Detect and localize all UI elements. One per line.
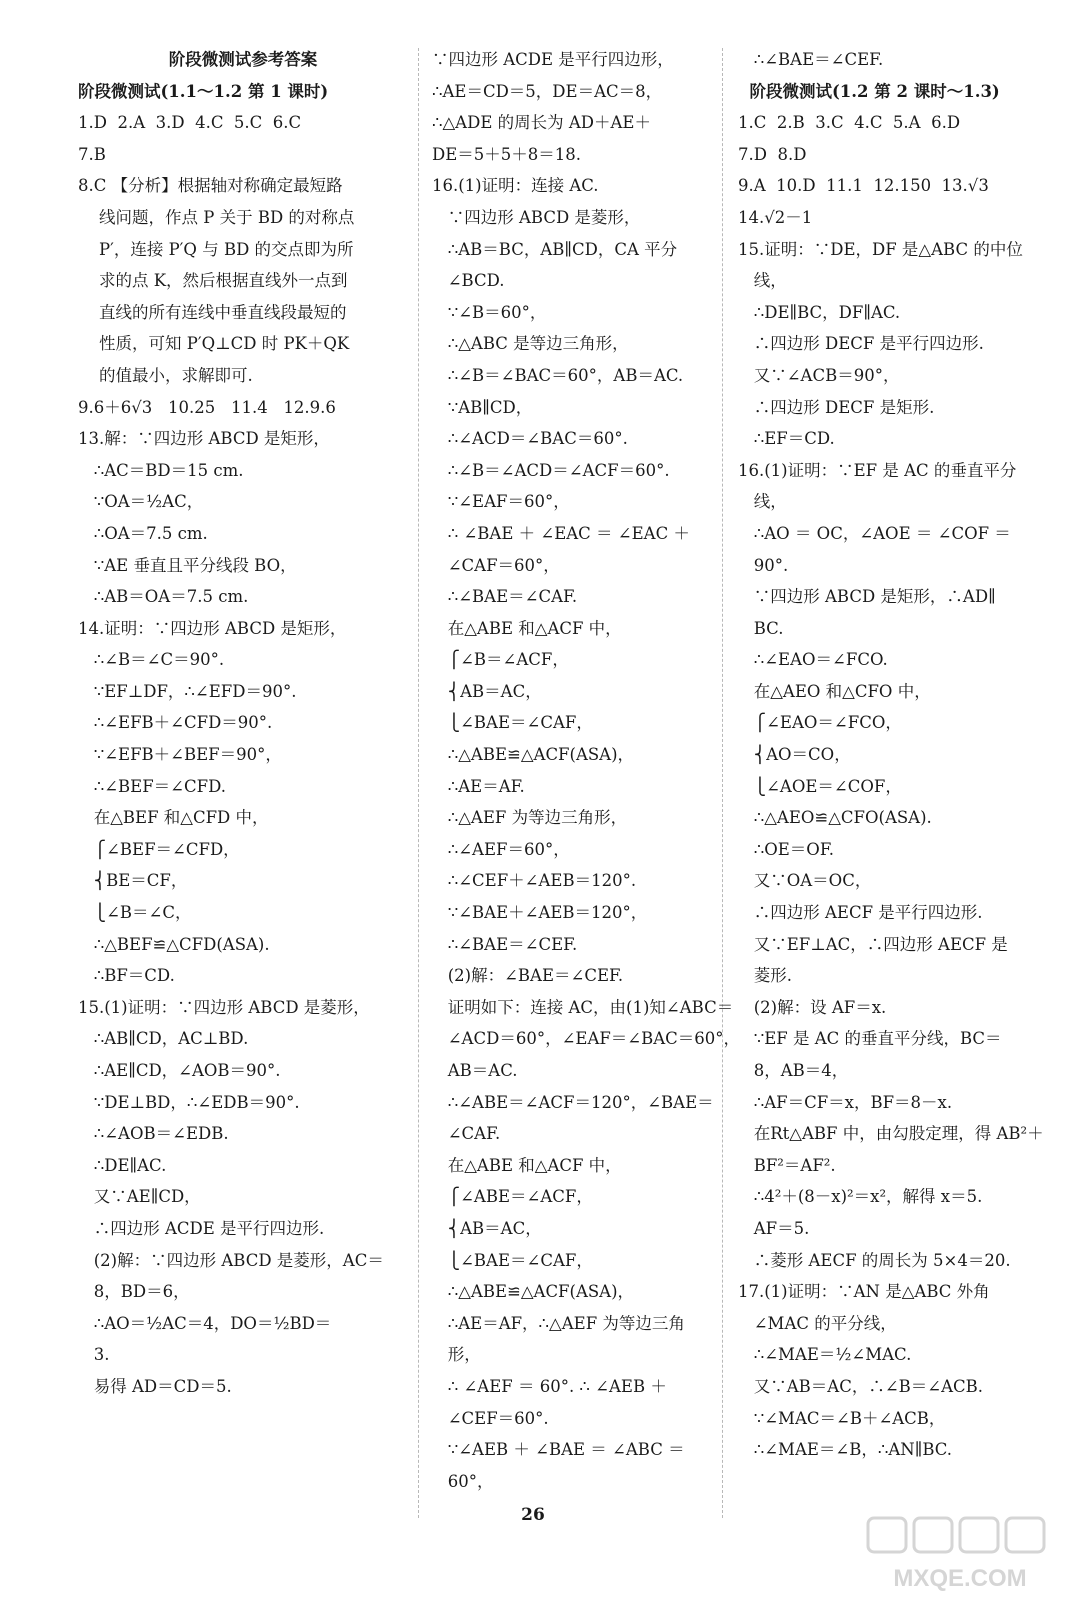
answer-line: 8，AB＝4， xyxy=(738,1061,849,1080)
answer-line: ∴AB＝BC，AB∥CD，CA 平分 xyxy=(432,239,678,259)
answer-line: ∵EF⊥DF，∴∠EFD＝90°. xyxy=(78,681,297,701)
answer-line: (2)解：∠BAE＝∠CEF. xyxy=(432,966,624,986)
answer-line: ∴△AEF 为等边三角形， xyxy=(432,808,628,828)
section-heading: 阶段微测试(1.1～1.2 第 1 课时) xyxy=(78,81,329,101)
answer-line: ∴∠EAO＝∠FCO. xyxy=(738,650,888,670)
answer-line: BC. xyxy=(738,618,784,638)
answer-line: ∠ACD＝60°，∠EAF＝∠BAC＝60°， xyxy=(432,1029,741,1049)
answer-line: ∴4²＋(8－x)²＝x²，解得 x＝5. xyxy=(738,1187,983,1207)
column-1 xyxy=(78,44,408,1403)
answer-line: 16.(1)证明：∵EF 是 AC 的垂直平分 xyxy=(738,460,1017,480)
answer-line: 又∵EF⊥AC，∴四边形 AECF 是 xyxy=(738,934,1008,954)
answer-line: 又∵AE∥CD， xyxy=(78,1187,201,1207)
answer-line: ∵∠MAC＝∠B＋∠ACB， xyxy=(738,1408,946,1428)
answer-line: BF²＝AF². xyxy=(738,1155,836,1175)
answer-line: 在Rt△ABF 中，由勾股定理，得 AB²＋ xyxy=(738,1124,1044,1144)
answer-line: 15.证明：∵DE，DF 是△ABC 的中位 xyxy=(738,239,1023,259)
answer-line: 在△ABE 和△ACF 中， xyxy=(432,1155,622,1175)
section-heading: 阶段微测试(1.2 第 2 课时～1.3) xyxy=(738,81,1000,101)
answer-line: ⎨BE＝CF， xyxy=(78,871,188,891)
answer-line: ∴∠MAE＝½∠MAC. xyxy=(738,1345,912,1365)
answer-line: ∵DE⊥BD，∴∠EDB＝90°. xyxy=(78,1092,300,1112)
answer-line: ⎨AB＝AC， xyxy=(432,1218,542,1238)
answer-line: 菱形. xyxy=(738,966,792,986)
answer-line: ∵∠B＝60°， xyxy=(432,302,547,322)
answer-line: ∵∠EFB＋∠BEF＝90°， xyxy=(78,745,282,765)
answer-line: ∴AC＝BD＝15 cm. xyxy=(78,460,244,480)
answer-line: ∴AE∥CD，∠AOB＝90°. xyxy=(78,1061,281,1080)
answer-line: 线问题，作点 P 关于 BD 的对称点 xyxy=(78,207,355,227)
answer-line: ∠CAF. xyxy=(432,1124,501,1144)
answer-line: ∠CAF＝60°， xyxy=(432,555,560,575)
answer-line: ∵∠AEB ＋ ∠BAE ＝ ∠ABC ＝ xyxy=(432,1440,685,1460)
answer-line: 证明如下：连接 AC，由(1)知∠ABC＝ xyxy=(432,997,734,1017)
answer-line: 求的点 K，然后根据直线外一点到 xyxy=(78,271,348,291)
answer-line: ∴AE＝AF. xyxy=(432,776,525,796)
answer-line: 8.C 【分析】根据轴对称确定最短路 xyxy=(78,176,343,196)
answer-line: 15.(1)证明：∵四边形 ABCD 是菱形， xyxy=(78,997,370,1017)
answer-line: 形， xyxy=(432,1345,481,1365)
answer-line: ∵四边形 ACDE 是平行四边形， xyxy=(432,50,674,69)
answer-line: ∴ ∠BAE ＋ ∠EAC ＝ ∠EAC ＋ xyxy=(432,523,690,543)
answer-line: ∴∠BAE＝∠CEF. xyxy=(738,50,884,69)
answer-line: ∴AE＝AF，∴△AEF 为等边三角 xyxy=(432,1313,685,1333)
answer-line: ∵四边形 ABCD 是矩形，∴AD∥ xyxy=(738,587,996,607)
answer-line: ∵AB∥CD， xyxy=(432,397,533,417)
column-3 xyxy=(738,44,1058,1466)
answer-line: ⎩∠AOE＝∠COF， xyxy=(738,776,902,796)
answer-line: ∵∠BAE＋∠AEB＝120°， xyxy=(432,903,648,923)
answer-line: ∴∠BAE＝∠CEF. xyxy=(432,934,578,954)
answer-line: ∴AB∥CD，AC⊥BD. xyxy=(78,1029,249,1049)
answer-line: 线， xyxy=(738,492,787,512)
answer-line: ⎨AB＝AC， xyxy=(432,681,542,701)
answer-line: ∴BF＝CD. xyxy=(78,966,175,986)
answer-line: ∴OA＝7.5 cm. xyxy=(78,523,208,543)
answer-line: 14.证明：∵四边形 ABCD 是矩形， xyxy=(78,618,347,638)
answer-line: ∠BCD. xyxy=(432,271,505,291)
answer-line: ⎧∠EAO＝∠FCO， xyxy=(738,713,902,733)
answer-line: 13.解：∵四边形 ABCD 是矩形， xyxy=(78,429,330,449)
answer-line: 17.(1)证明：∵AN 是△ABC 外角 xyxy=(738,1282,990,1302)
answer-line: 9.A 10.D 11.1 12.150 13.√3 xyxy=(738,176,989,196)
answer-line: ∴△BEF≌△CFD(ASA). xyxy=(78,934,270,954)
answer-line: 线， xyxy=(738,271,787,291)
answer-line: ∴菱形 AECF 的周长为 5×4＝20. xyxy=(738,1250,1011,1270)
answer-line: ∴∠B＝∠C＝90°. xyxy=(78,650,225,670)
answer-line: ∴AB＝OA＝7.5 cm. xyxy=(78,587,249,607)
answer-line: ∴四边形 DECF 是平行四边形. xyxy=(738,334,984,354)
answer-line: ∴∠BAE＝∠CAF. xyxy=(432,587,578,607)
answer-line: 9.6＋6√3 10.25 11.4 12.9.6 xyxy=(78,397,336,417)
answer-line: ∴∠BEF＝∠CFD. xyxy=(78,776,226,796)
column-divider xyxy=(418,48,419,1518)
answer-line: ∵四边形 ABCD 是菱形， xyxy=(432,207,641,227)
answer-line: ∴AO ＝ OC，∠AOE ＝ ∠COF ＝ xyxy=(738,523,1011,543)
answer-line: ∴ ∠AEF ＝ 60°. ∴ ∠AEB ＋ xyxy=(432,1376,667,1396)
answer-line: ∴∠ABE＝∠ACF＝120°，∠BAE＝ xyxy=(432,1092,714,1112)
answer-line: ∴△ADE 的周长为 AD＋AE＋ xyxy=(432,113,651,133)
answer-line: ⎩∠BAE＝∠CAF， xyxy=(432,713,593,733)
answer-line: 在△BEF 和△CFD 中， xyxy=(78,808,269,828)
answer-line: ∴∠CEF＋∠AEB＝120°. xyxy=(432,871,637,891)
answer-site-logo-icon xyxy=(862,1512,1058,1594)
answer-line: 90°. xyxy=(738,555,789,575)
answer-line: ∴四边形 AECF 是平行四边形. xyxy=(738,903,983,923)
answer-line: 又∵∠ACB＝90°， xyxy=(738,365,900,385)
answer-line: AB＝AC. xyxy=(432,1061,518,1080)
answer-line: ∴∠EFB＋∠CFD＝90°. xyxy=(78,713,273,733)
answer-line: ∴AE＝CD＝5，DE＝AC＝8， xyxy=(432,81,663,101)
answer-line: 16.(1)证明：连接 AC. xyxy=(432,176,599,196)
answer-line: 7.B xyxy=(78,144,106,164)
answer-line: 的值最小，求解即可. xyxy=(78,365,253,385)
answer-line: ∴△AEO≌△CFO(ASA). xyxy=(738,808,932,828)
answer-line: 1.C 2.B 3.C 4.C 5.A 6.D xyxy=(738,113,961,133)
answer-line: 又∵AB＝AC，∴∠B＝∠ACB. xyxy=(738,1376,984,1396)
answer-line: ∴∠B＝∠BAC＝60°，AB＝AC. xyxy=(432,365,684,385)
answer-line: ∴∠MAE＝∠B，∴AN∥BC. xyxy=(738,1440,953,1460)
answer-line: ∴∠AEF＝60°， xyxy=(432,839,570,859)
answer-line: AF＝5. xyxy=(738,1218,810,1238)
answer-line: ⎧∠ABE＝∠ACF， xyxy=(432,1187,593,1207)
answer-line: ∴△ABE≌△ACF(ASA)， xyxy=(432,745,635,765)
column-2 xyxy=(432,44,741,1497)
answer-line: 14.√2－1 xyxy=(738,207,813,227)
answer-line: ∴OE＝OF. xyxy=(738,839,834,859)
answer-line: ∵EF 是 AC 的垂直平分线，BC＝ xyxy=(738,1029,1002,1049)
answer-line: 7.D 8.D xyxy=(738,144,807,164)
answer-line: ∴DE∥BC，DF∥AC. xyxy=(738,302,901,322)
answer-line: ⎩∠BAE＝∠CAF， xyxy=(432,1250,593,1270)
watermark-text: MXQE.COM xyxy=(893,1565,1027,1592)
answer-line: ∴EF＝CD. xyxy=(738,429,835,449)
answer-line: ⎨AO＝CO， xyxy=(738,745,851,765)
answer-line: ∠CEF＝60°. xyxy=(432,1408,549,1428)
answer-line: ∴∠B＝∠ACD＝∠ACF＝60°. xyxy=(432,460,670,480)
answer-line: 3. xyxy=(78,1345,110,1365)
answer-line: ∴DE∥AC. xyxy=(78,1155,167,1175)
answer-line: 直线的所有连线中垂直线段最短的 xyxy=(78,302,347,322)
section-title: 阶段微测试参考答案 xyxy=(168,50,318,69)
answer-line: DE＝5＋5＋8＝18. xyxy=(432,144,582,164)
answer-line: ∴∠ACD＝∠BAC＝60°. xyxy=(432,429,628,449)
answer-line: ∴△ABC 是等边三角形， xyxy=(432,334,629,354)
answer-line: ∵∠EAF＝60°， xyxy=(432,492,570,512)
answer-line: ∵AE 垂直且平分线段 BO， xyxy=(78,555,297,575)
answer-line: ∴四边形 ACDE 是平行四边形. xyxy=(78,1218,325,1238)
answer-line: 在△AEO 和△CFO 中， xyxy=(738,681,931,701)
answer-line: ∠MAC 的平分线， xyxy=(738,1313,897,1333)
answer-line: (2)解：∵四边形 ABCD 是菱形，AC＝ xyxy=(78,1250,384,1270)
answer-line: ∴AF＝CF＝x，BF＝8－x. xyxy=(738,1092,953,1112)
answer-line: 易得 AD＝CD＝5. xyxy=(78,1376,232,1396)
answer-line: ⎩∠B＝∠C， xyxy=(78,903,192,923)
page-number: 26 xyxy=(521,1505,545,1525)
answer-line: ∴AO＝½AC＝4，DO＝½BD＝ xyxy=(78,1313,332,1333)
answer-line: 在△ABE 和△ACF 中， xyxy=(432,618,622,638)
answer-line: ⎧∠B＝∠ACF， xyxy=(432,650,569,670)
answer-line: ∴∠AOB＝∠EDB. xyxy=(78,1124,229,1144)
answer-line: 性质，可知 P′Q⊥CD 时 PK＋QK xyxy=(78,334,350,354)
answer-line: ∴△ABE≌△ACF(ASA)， xyxy=(432,1282,635,1302)
answer-line: ∴四边形 DECF 是矩形. xyxy=(738,397,935,417)
answer-line: 8，BD＝6， xyxy=(78,1282,190,1302)
answer-line: 60°， xyxy=(432,1471,494,1491)
answer-line: (2)解：设 AF＝x. xyxy=(738,997,887,1017)
answer-line: ∵OA＝½AC， xyxy=(78,492,204,512)
answer-line: P′，连接 P′Q 与 BD 的交点即为所 xyxy=(78,239,354,259)
answer-line: 又∵OA＝OC， xyxy=(738,871,872,891)
answer-line: 1.D 2.A 3.D 4.C 5.C 6.C xyxy=(78,113,302,133)
answer-line: ⎧∠BEF＝∠CFD， xyxy=(78,839,240,859)
watermark-logo xyxy=(862,1512,1058,1594)
